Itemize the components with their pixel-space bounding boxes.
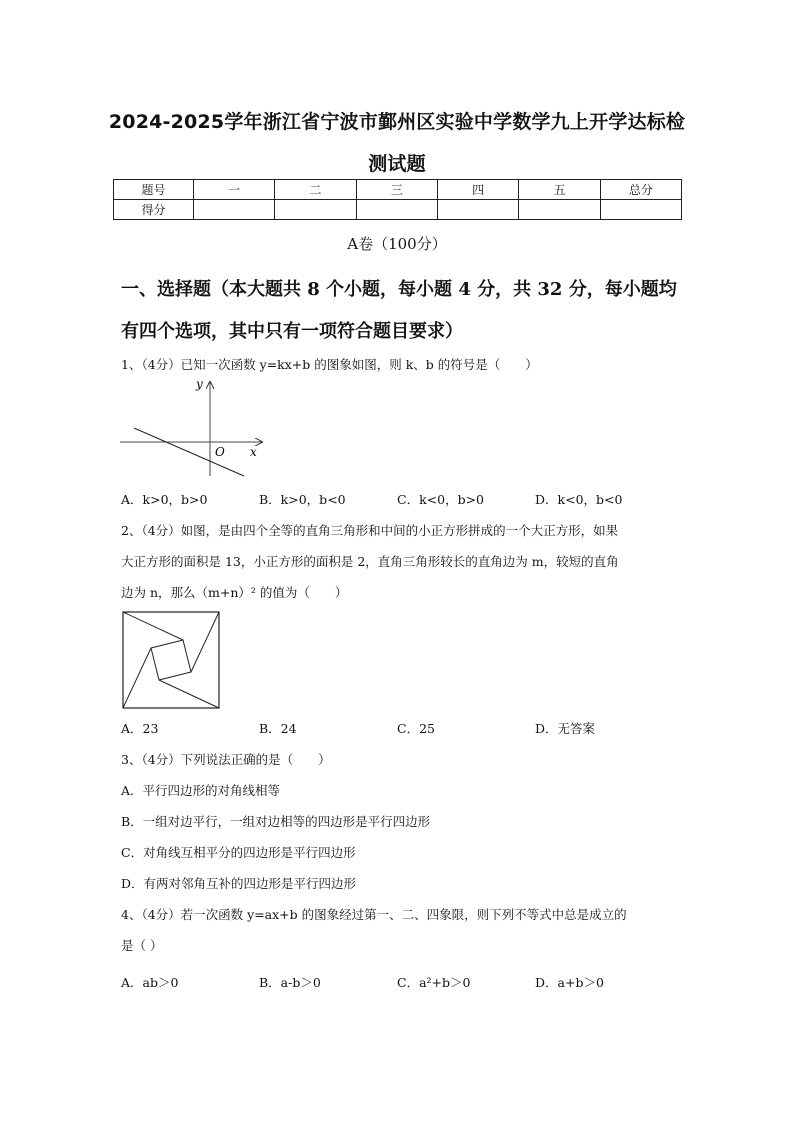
q4-option-b[interactable]: B．a-b＞0 (259, 975, 321, 990)
page-title-line-1: 2024-2025学年浙江省宁波市鄞州区实验中学数学九上开学达标检 (108, 111, 686, 133)
q2-option-c[interactable]: C．25 (397, 721, 435, 736)
q3-option-c[interactable]: C．对角线互相平分的四边形是平行四边形 (121, 845, 356, 860)
score-entry-cell[interactable] (437, 200, 518, 220)
question-3-stem: 3、（4分）下列说法正确的是（ ） (121, 752, 331, 767)
table-cell: 得分 (114, 200, 194, 220)
q3-option-d[interactable]: D．有两对邻角互补的四边形是平行四边形 (121, 876, 357, 891)
q3-option-a[interactable]: A．平行四边形的对角线相等 (121, 783, 281, 798)
table-cell: 二 (275, 180, 356, 200)
question-4-stem-line-2: 是（ ） (121, 938, 163, 953)
question-2-stem-line-1: 2、（4分）如图，是由四个全等的直角三角形和中间的小正方形拼成的一个大正方形，如果 (121, 523, 619, 538)
q1-option-c[interactable]: C．k<0，b>0 (397, 492, 484, 507)
table-cell: 一 (194, 180, 275, 200)
score-entry-cell[interactable] (519, 200, 600, 220)
score-entry-cell[interactable] (356, 200, 437, 220)
q4-option-a[interactable]: A．ab＞0 (121, 975, 179, 990)
question-1-stem: 1、（4分）已知一次函数 y=kx+b 的图象如图，则 k、b 的符号是（ ） (121, 357, 538, 372)
score-table-score-row (114, 200, 682, 220)
function-line (134, 428, 244, 476)
q4-option-c[interactable]: C．a²+b＞0 (397, 975, 471, 990)
table-cell: 五 (519, 180, 600, 200)
q4-option-d[interactable]: D．a+b＞0 (535, 975, 604, 990)
section-a-heading: A卷（100分） (347, 235, 447, 253)
score-table-header-row (114, 180, 682, 200)
question-2-pinwheel-square-figure (122, 611, 220, 709)
y-axis-label: y (196, 377, 203, 391)
question-2-stem-line-2: 大正方形的面积是 13，小正方形的面积是 2，直角三角形较长的直角边为 m，较短的直角 (121, 554, 619, 569)
q1-option-d[interactable]: D．k<0，b<0 (535, 492, 623, 507)
q2-option-d[interactable]: D．无答案 (535, 721, 596, 736)
x-axis-label: x (250, 445, 257, 459)
section-1-heading-line-2: 有四个选项，其中只有一项符合题目要求） (121, 321, 463, 342)
question-1-linear-graph (118, 378, 268, 478)
table-cell: 三 (356, 180, 437, 200)
table-cell: 总分 (600, 180, 681, 200)
page-title-line-2: 测试题 (368, 153, 426, 175)
q2-option-b[interactable]: B．24 (259, 721, 297, 736)
score-table (113, 179, 682, 220)
question-4-stem-line-1: 4、（4分）若一次函数 y=ax+b 的图象经过第一、二、四象限，则下列不等式中总是成立的 (121, 907, 627, 922)
q1-option-b[interactable]: B．k>0，b<0 (259, 492, 346, 507)
question-2-stem-line-3: 边为 n，那么（m+n）² 的值为（ ） (121, 585, 348, 600)
q3-option-b[interactable]: B．一组对边平行，一组对边相等的四边形是平行四边形 (121, 814, 431, 829)
q2-option-a[interactable]: A．23 (121, 721, 159, 736)
section-1-heading-line-1: 一、选择题（本大题共 8 个小题，每小题 4 分，共 32 分，每小题均 (121, 279, 677, 300)
table-cell: 四 (437, 180, 518, 200)
q1-option-a[interactable]: A．k>0，b>0 (121, 492, 208, 507)
table-cell: 题号 (114, 180, 194, 200)
score-entry-cell[interactable] (275, 200, 356, 220)
origin-label: O (215, 445, 225, 459)
score-entry-cell[interactable] (194, 200, 275, 220)
score-entry-cell[interactable] (600, 200, 681, 220)
